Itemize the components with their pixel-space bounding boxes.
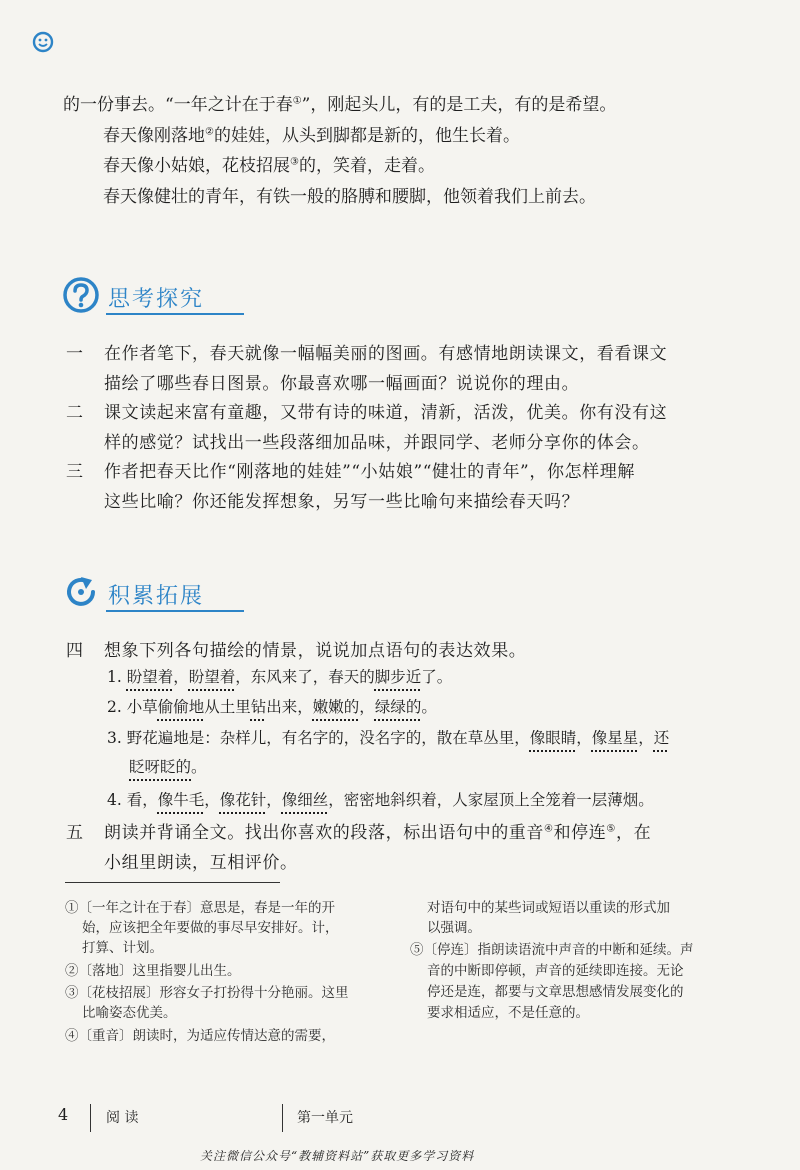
footnote-marker: ②	[205, 126, 214, 138]
question-text: 作者把春天比作“刚落地的娃娃”“小姑娘”“健壮的青年”，你怎样理解	[104, 462, 635, 482]
sentence-item: 2. 小草偷偷地从土里钻出来，嫩嫩的，绿绿的。	[107, 698, 437, 716]
footnote-line: 停还是连，都要与文章思想感情发展变化的	[427, 984, 684, 1000]
footnote-line: ①〔一年之计在于春〕意思是，春是一年的开	[65, 900, 335, 916]
footnote-line: 打算、计划。	[82, 940, 163, 956]
question-text: 在作者笔下，春天就像一幅幅美丽的图画。有感情地朗读课文，看看课文	[104, 344, 668, 364]
sentence-item: 1. 盼望着，盼望着，东风来了，春天的脚步近了。	[107, 668, 453, 686]
footnote-marker: ③	[290, 156, 299, 168]
question-number: 四	[66, 641, 83, 661]
section-underline	[106, 313, 244, 315]
watermark-text: 关注微信公众号“教辅资料站”获取更多学习资料	[200, 1149, 475, 1163]
text-line-4: 春天像健壮的青年，有铁一般的胳膊和腰脚，他领着我们上前去。	[103, 187, 596, 207]
sentence-item: 4. 看，像牛毛，像花针，像细丝，密密地斜织着，人家屋顶上全笼着一层薄烟。	[107, 791, 654, 809]
footnote-line: 对语句中的某些词或短语以重读的形式加	[427, 900, 670, 916]
smiley-icon	[32, 31, 54, 53]
question-text: 朗读并背诵全文。找出你喜欢的段落，标出语句中的重音④和停连⑤，在	[104, 823, 652, 843]
footnote-line: 音的中断即停顿，声音的延续即连接。无论	[427, 963, 684, 979]
text-line-3: 春天像小姑娘，花枝招展③的，笑着，走着。	[103, 156, 435, 176]
question-text: 小组里朗读，互相评价。	[104, 853, 298, 873]
footnote-marker: ①	[292, 95, 302, 107]
sentence-item-continued: 眨呀眨的。	[129, 758, 207, 776]
question-text: 课文读起来富有童趣，又带有诗的味道，清新，活泼，优美。你有没有这	[104, 403, 668, 423]
footnote-marker: ⑤	[606, 823, 616, 835]
footnote-divider	[65, 882, 280, 883]
footer-unit: 第一单元	[297, 1110, 353, 1126]
question-number: 三	[66, 462, 83, 482]
footer-divider	[282, 1104, 283, 1132]
section-heading-think	[62, 276, 242, 314]
section-title: 积累拓展	[108, 584, 205, 609]
footnote-line: ②〔落地〕这里指婴儿出生。	[65, 963, 241, 979]
footnote-line: 始，应该把全年要做的事尽早安排好。计，	[82, 920, 339, 936]
sentence-item: 3. 野花遍地是：杂样儿，有名字的，没名字的，散在草丛里，像眼睛，像星星，还	[107, 729, 670, 747]
footnote-line: ③〔花枝招展〕形容女子打扮得十分艳丽。这里	[65, 985, 349, 1001]
footnote-line: ④〔重音〕朗读时，为适应传情达意的需要，	[65, 1028, 335, 1044]
question-number: 五	[66, 823, 83, 843]
question-text: 样的感觉？试找出一些段落细加品味，并跟同学、老师分享你的体会。	[104, 433, 650, 453]
footnote-line: 要求相适应，不是任意的。	[427, 1005, 589, 1021]
footer-section: 阅 读	[106, 1110, 139, 1126]
footnote-marker: ④	[544, 823, 554, 835]
page-number: 4	[58, 1105, 69, 1124]
question-text: 这些比喻？你还能发挥想象，另写一些比喻句来描绘春天吗？	[104, 492, 580, 512]
footnote-line: 以强调。	[427, 920, 481, 936]
question-number: 一	[66, 344, 83, 364]
question-text: 想象下列各句描绘的情景，说说加点语句的表达效果。	[104, 641, 527, 661]
footnote-line: 比喻姿态优美。	[82, 1005, 177, 1021]
question-number: 二	[66, 403, 83, 423]
section-underline	[106, 610, 244, 612]
section-title: 思考探究	[108, 287, 205, 312]
footnote-line: ⑤〔停连〕指朗读语流中声音的中断和延续。声	[410, 942, 694, 958]
section-heading-accumulate	[62, 573, 242, 611]
question-text: 描绘了哪些春日图景。你最喜欢哪一幅画面？说说你的理由。	[104, 374, 580, 394]
refresh-arrow-icon	[62, 573, 100, 611]
text-line-1: 的一份事去。“一年之计在于春①”，刚起头儿，有的是工夫，有的是希望。	[63, 95, 617, 115]
text-line-2: 春天像刚落地②的娃娃，从头到脚都是新的，他生长着。	[103, 126, 520, 146]
question-icon	[62, 276, 100, 314]
footer-divider	[90, 1104, 91, 1132]
